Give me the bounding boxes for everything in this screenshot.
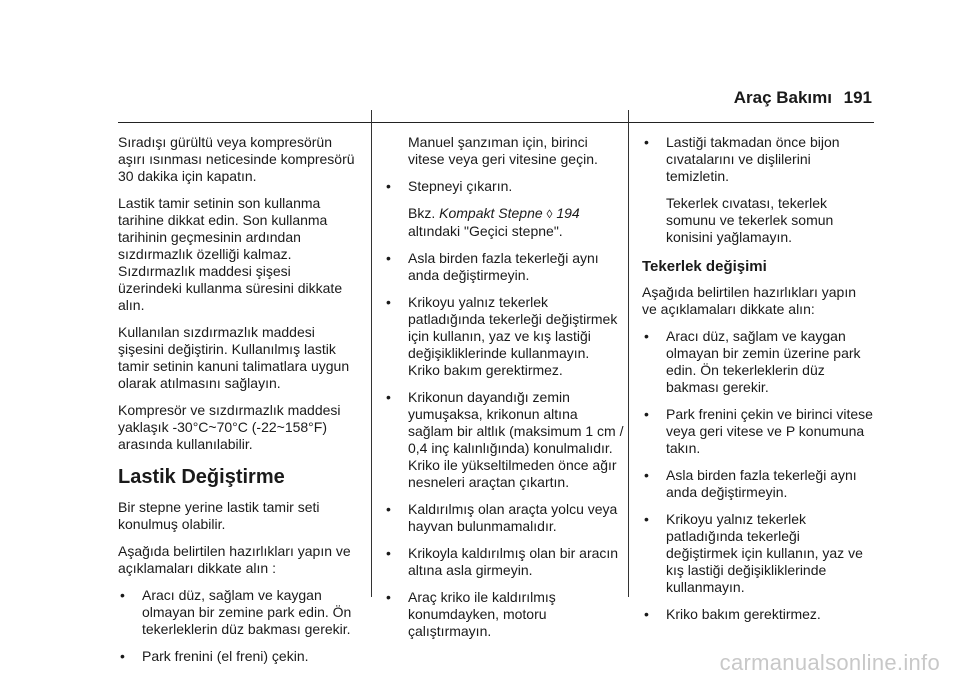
watermark: carmanualsonline.info [719, 650, 940, 675]
list-item: • Stepneyi çıkarın. [386, 178, 513, 194]
paragraph: Kullanılan sızdırmazlık maddesi şişesini değiştirin. Kullanılmış lastik tamir setinin kanuni talimatlara uygun olarak atılmasını sağlayın. [118, 324, 350, 391]
list-item: • Krikoyla kaldırılmış olan bir aracın altına asla girmeyin. [386, 545, 619, 578]
paragraph: Bir stepne yerine lastik tamir seti konulmuş olabilir. [118, 499, 320, 532]
cross-reference: Bkz. Kompakt Stepne ◊ 194 altındaki "Geçici stepne". [408, 205, 580, 239]
continued-text: Manuel şanzıman için, birinci vitese veya geri vitesine geçin. [408, 134, 598, 167]
reference-page[interactable]: 194 [556, 205, 580, 221]
list-item: • Kaldırılmış olan araçta yolcu veya hayvan bulunmamalıdır. [386, 501, 618, 534]
bullet-icon: • [386, 294, 391, 310]
bullet-icon: • [386, 589, 391, 605]
column-3 [642, 134, 874, 633]
bullet-icon: • [120, 648, 125, 664]
paragraph: Kompresör ve sızdırmazlık maddesi yaklaşık -30°C~70°C (-22~158°F) arasında kullanılabilir. [118, 402, 341, 452]
sub-paragraph: Tekerlek cıvatası, tekerlek somunu ve tekerlek somun konisini yağlamayın. [666, 195, 834, 245]
list-item: • Araç kriko ile kaldırılmış konumdayken, motoru çalıştırmayın. [386, 589, 556, 639]
list-item: • Aracı düz, sağlam ve kaygan olmayan bir zemine park edin. Ön tekerleklerin düz bakması gerekir. [120, 587, 352, 637]
column-1 [118, 134, 358, 675]
paragraph: Aşağıda belirtilen hazırlıkları yapın ve açıklamaları dikkate alın: [642, 284, 856, 317]
paragraph: Lastik tamir setinin son kullanma tarihine dikkat edin. Son kullanma tarihinin geçmesinin ardından sızdırmazlık özelliği kalmaz. Sızdırmazlık maddesi şişesi üzerindeki kullanma süresini dikkate alın. [118, 195, 343, 313]
bullet-icon: • [386, 545, 391, 561]
list-item: • Krikoyu yalnız tekerlek patladığında tekerleği değiştirmek için kullanın, yaz ve kış lastiği değişikliklerinde kullanmayın. Kriko bakım gerektirmez. [386, 294, 618, 378]
bullet-icon: • [644, 606, 649, 622]
bullet-icon: • [386, 389, 391, 405]
page-number: 191 [843, 88, 872, 107]
bullet-icon: • [386, 250, 391, 266]
list-item: • Krikonun dayandığı zemin yumuşaksa, krikonun altına sağlam bir altlık (maksimum 1 cm / 0,4 inç kalınlığında) konulmalıdır. Kriko ile yükseltilmeden önce ağır nesneleri araçtan çıkartın. [386, 389, 624, 490]
column-divider-1 [371, 110, 372, 597]
bullet-icon: • [644, 406, 649, 422]
section-heading: Lastik Değiştirme [118, 466, 285, 488]
bullet-icon: • [120, 587, 125, 603]
paragraph: Aşağıda belirtilen hazırlıkları yapın ve açıklamaları dikkate alın : [118, 543, 351, 576]
list-item: • Park frenini çekin ve birinci vitese veya geri vitese ve P konumuna takın. [644, 406, 873, 456]
bullet-icon: • [644, 511, 649, 527]
column-2 [384, 134, 624, 650]
bullet-icon: • [644, 134, 649, 150]
bullet-icon: • [386, 178, 391, 194]
column-divider-2 [628, 110, 629, 597]
list-item: • Lastiği takmadan önce bijon cıvatalarını ve dişlilerini temizletin. [644, 134, 840, 184]
page-ref-icon: ◊ [546, 207, 553, 221]
bullet-icon: • [644, 467, 649, 483]
list-item: • Asla birden fazla tekerleği aynı anda değiştirmeyin. [644, 467, 857, 500]
list-item: • Asla birden fazla tekerleği aynı anda değiştirmeyin. [386, 250, 599, 283]
section-title: Araç Bakımı [733, 88, 832, 107]
bullet-icon: • [386, 501, 391, 517]
bullet-icon: • [644, 328, 649, 344]
list-item: • Park frenini (el freni) çekin. [120, 648, 309, 664]
list-item: • Aracı düz, sağlam ve kaygan olmayan bir zemin üzerine park edin. Ön tekerleklerin düz bakması gerekir. [644, 328, 861, 395]
reference-link[interactable]: Kompakt Stepne [439, 205, 543, 221]
header-divider [118, 122, 874, 123]
list-item: • Kriko bakım gerektirmez. [644, 606, 821, 622]
list-item: • Krikoyu yalnız tekerlek patladığında tekerleği değiştirmek için kullanın, yaz ve kış lastiği değişikliklerinde kullanmayın. [644, 511, 863, 595]
paragraph: Sıradışı gürültü veya kompresörün aşırı ısınması neticesinde kompresörü 30 dakika için kapatın. [118, 134, 355, 184]
section-heading: Tekerlek değişimi [642, 258, 767, 275]
